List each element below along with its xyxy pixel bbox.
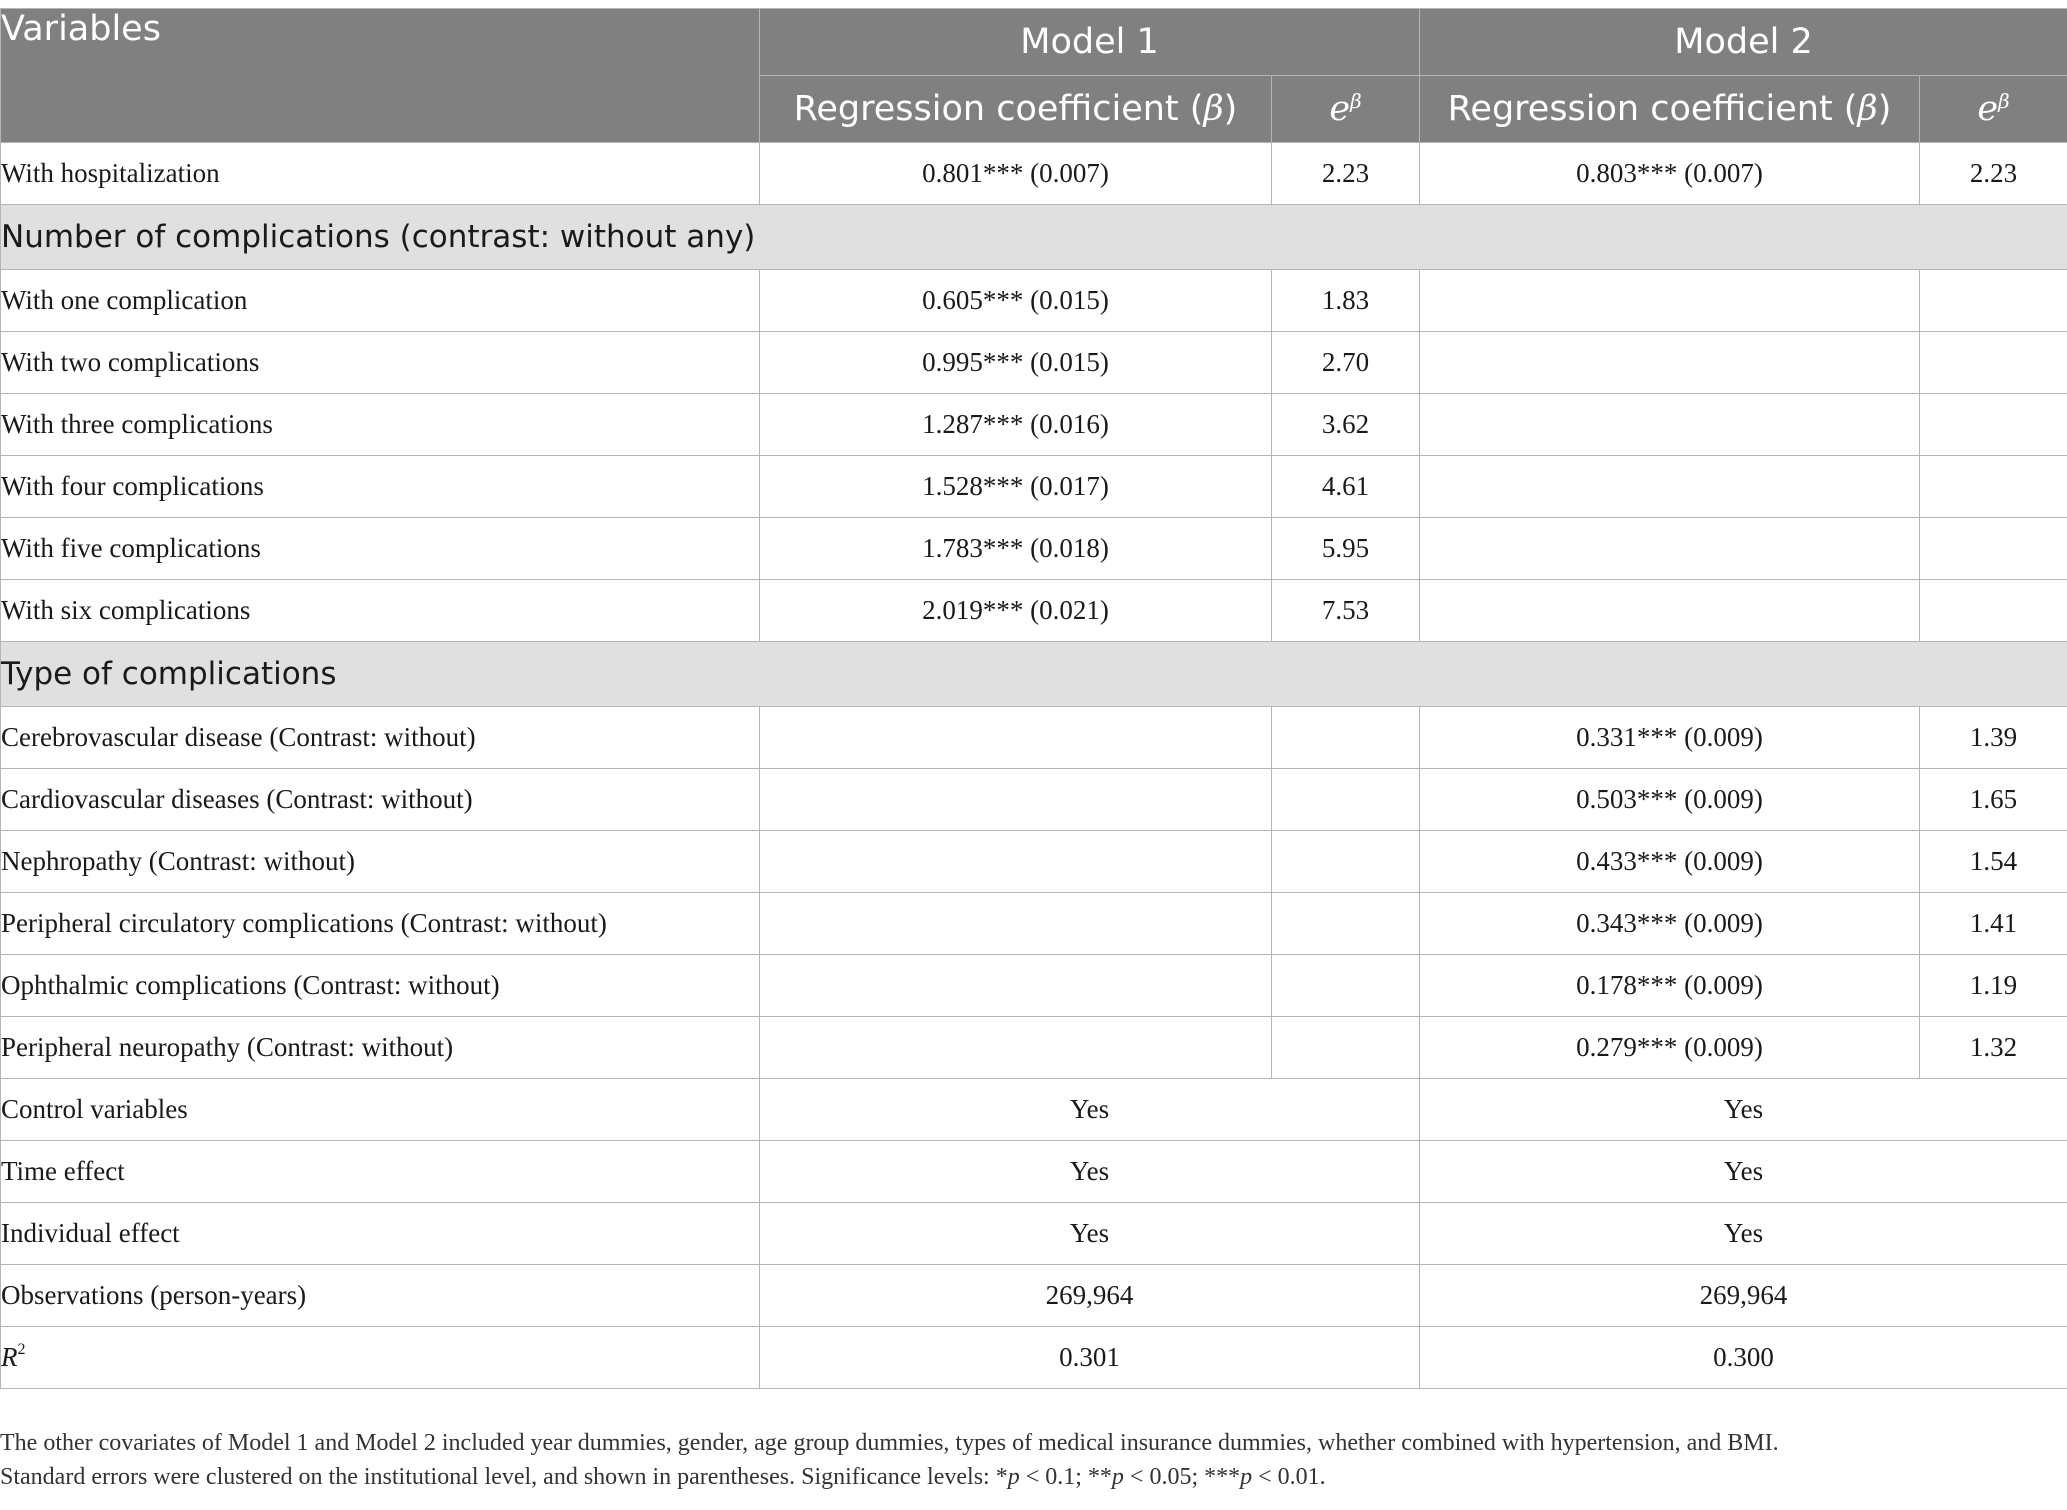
row-label: Time effect [1,1141,760,1203]
model1-exp-cell [1272,707,1420,769]
row-label: With two complications [1,332,760,394]
model1-coef-cell [760,831,1272,893]
table-row [1,955,2067,1017]
row-label: Peripheral circulatory complications (Contrast: without) [1,893,760,955]
model2-summary-cell: Yes [1420,1141,2067,1203]
table-row [1,893,2067,955]
model1-exp-cell [1272,1017,1420,1079]
model1-coef-cell: 0.605*** (0.015) [760,270,1272,332]
row-label: Control variables [1,1079,760,1141]
section-heading-type: Type of complications [1,642,2067,707]
row-label: Individual effect [1,1203,760,1265]
table-row [1,707,2067,769]
model2-exp-cell [1920,580,2067,642]
model2-coef-cell [1420,456,1920,518]
row-label: Ophthalmic complications (Contrast: without) [1,955,760,1017]
model1-coef-cell [760,769,1272,831]
model2-coef-cell: 0.343*** (0.009) [1420,893,1920,955]
model1-exp-cell: 2.23 [1272,143,1420,205]
model1-r2-cell: 0.301 [760,1327,1420,1389]
table-row [1,143,2067,205]
header-row-1 [1,9,2067,76]
model1-exp-cell [1272,955,1420,1017]
model1-exp-cell [1272,831,1420,893]
model1-exp-cell: 2.70 [1272,332,1420,394]
model1-coef-cell [760,1017,1272,1079]
model1-exp-cell [1272,893,1420,955]
model2-summary-cell: Yes [1420,1203,2067,1265]
table-row [1,394,2067,456]
table-row [1,332,2067,394]
model2-exp-cell: 1.32 [1920,1017,2067,1079]
model2-exp-cell [1920,518,2067,580]
model1-summary-cell: 269,964 [760,1265,1420,1327]
section-row-number [1,205,2067,270]
section-heading-number: Number of complications (contrast: without any) [1,205,2067,270]
model2-summary-cell: Yes [1420,1079,2067,1141]
row-label: With six complications [1,580,760,642]
model2-coef-cell: 0.433*** (0.009) [1420,831,1920,893]
table-row [1,1327,2067,1389]
model2-exp-cell: 1.65 [1920,769,2067,831]
model1-coef-cell [760,955,1272,1017]
model2-coef-cell [1420,580,1920,642]
model1-summary-cell: Yes [760,1141,1420,1203]
model2-coef-header: Regression coefficient (β) [1420,76,1920,143]
row-label: With hospitalization [1,143,760,205]
row-label: With three complications [1,394,760,456]
model2-coef-cell: 0.178*** (0.009) [1420,955,1920,1017]
model1-summary-cell: Yes [760,1203,1420,1265]
row-label: Cardiovascular diseases (Contrast: without) [1,769,760,831]
model2-exp-cell [1920,270,2067,332]
table-row [1,1079,2067,1141]
footnote-line-2: Standard errors were clustered on the institutional level, and shown in parentheses. Significance levels: *p < 0.1; **p < 0.05; ***p < 0.01. [0,1464,1326,1490]
model1-exp-cell [1272,769,1420,831]
model2-summary-cell: 269,964 [1420,1265,2067,1327]
row-label: Nephropathy (Contrast: without) [1,831,760,893]
model2-coef-cell [1420,332,1920,394]
model2-exp-cell: 1.19 [1920,955,2067,1017]
table-row [1,831,2067,893]
model2-exp-cell: 1.54 [1920,831,2067,893]
regression-table [0,8,2067,1389]
model1-coef-cell: 0.995*** (0.015) [760,332,1272,394]
model1-exp-cell: 7.53 [1272,580,1420,642]
table-row [1,1141,2067,1203]
model2-exp-cell: 2.23 [1920,143,2067,205]
model1-coef-cell: 1.287*** (0.016) [760,394,1272,456]
model2-r2-cell: 0.300 [1420,1327,2067,1389]
section-row-type [1,642,2067,707]
model1-summary-cell: Yes [760,1079,1420,1141]
model2-exp-header: $e^\beta$ [1920,76,2067,143]
footnote-line-1: The other covariates of Model 1 and Model 2 included year dummies, gender, age group dummies, types of medical insurance dummies, whether combined with hypertension, and BMI. [0,1430,1779,1456]
model1-coef-cell [760,707,1272,769]
row-label: With five complications [1,518,760,580]
variables-header: Variables [1,9,760,143]
model2-coef-cell: 0.279*** (0.009) [1420,1017,1920,1079]
model2-exp-cell [1920,332,2067,394]
model1-coef-cell: 2.019*** (0.021) [760,580,1272,642]
table-row [1,1017,2067,1079]
model1-coef-cell [760,893,1272,955]
table-row [1,270,2067,332]
r2-label: $R^2$ [1,1327,760,1389]
table-footnote [0,1426,2067,1494]
model2-coef-cell [1420,394,1920,456]
model1-exp-header: $e^\beta$ [1272,76,1420,143]
row-label: Peripheral neuropathy (Contrast: without) [1,1017,760,1079]
model1-header: Model 1 [760,9,1420,76]
model2-coef-cell [1420,270,1920,332]
row-label: Observations (person-years) [1,1265,760,1327]
table-row [1,580,2067,642]
model1-coef-cell: 0.801*** (0.007) [760,143,1272,205]
table-row [1,518,2067,580]
model2-header: Model 2 [1420,9,2067,76]
model1-exp-cell: 4.61 [1272,456,1420,518]
model2-coef-cell: 0.503*** (0.009) [1420,769,1920,831]
model1-coef-cell: 1.528*** (0.017) [760,456,1272,518]
model1-exp-cell: 3.62 [1272,394,1420,456]
model2-exp-cell [1920,456,2067,518]
row-label: With four complications [1,456,760,518]
model2-coef-cell: 0.803*** (0.007) [1420,143,1920,205]
table-row [1,769,2067,831]
table-row [1,456,2067,518]
model1-exp-cell: 1.83 [1272,270,1420,332]
table-row [1,1265,2067,1327]
model2-coef-cell [1420,518,1920,580]
model2-coef-cell: 0.331*** (0.009) [1420,707,1920,769]
row-label: With one complication [1,270,760,332]
model2-exp-cell: 1.39 [1920,707,2067,769]
model1-coef-cell: 1.783*** (0.018) [760,518,1272,580]
row-label: Cerebrovascular disease (Contrast: without) [1,707,760,769]
model1-coef-header: Regression coefficient (β) [760,76,1272,143]
model2-exp-cell [1920,394,2067,456]
model1-exp-cell: 5.95 [1272,518,1420,580]
model2-exp-cell: 1.41 [1920,893,2067,955]
table-row [1,1203,2067,1265]
